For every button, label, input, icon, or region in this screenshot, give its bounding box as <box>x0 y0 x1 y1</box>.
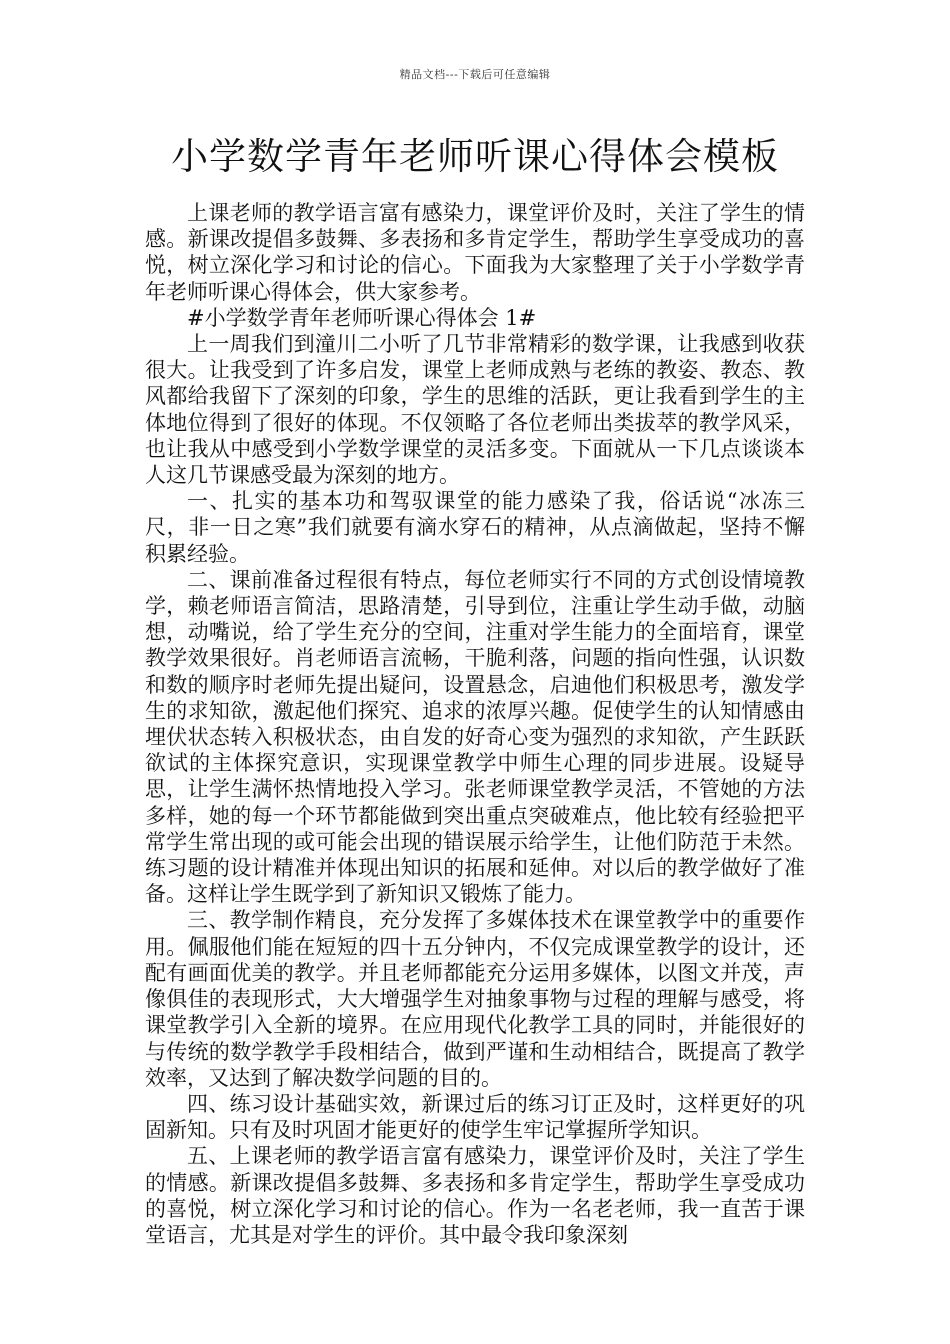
document-title: 小学数学青年老师听课心得体会模板 <box>171 135 779 178</box>
header-note: 精品文档---下载后可任意编辑 <box>399 68 551 81</box>
body-paragraph: 一、扎实的基本功和驾驭课堂的能力感染了我，俗话说“冰冻三尺，非一日之寒”我们就要有滴水穿石的精神，从点滴做起，坚持不懈积累经验。 <box>145 489 805 566</box>
body-paragraph: 上一周我们到潼川二小听了几节非常精彩的数学课，让我感到收获很大。让我受到了许多启发，课堂上老师成熟与老练的教姿、教态、教风都给我留下了深刻的印象，学生的思维的活跃，更让我看到学生的主体地位得到了很好的体现。不仅领略了各位老师出类拔萃的教学风采，也让我从中感受到小学数学课堂的灵活多变。下面就从一下几点谈谈本人这几节课感受最为深刻的地方。 <box>145 332 805 488</box>
body-paragraph: 四、练习设计基础实效，新课过后的练习订正及时，这样更好的巩固新知。只有及时巩固才能更好的使学生牢记掌握所学知识。 <box>145 1091 805 1143</box>
document-body <box>145 200 805 1248</box>
body-paragraph: 二、课前准备过程很有特点，每位老师实行不同的方式创设情境教学，赖老师语言简洁，思路清楚，引导到位，注重让学生动手做，动脑想，动嘴说，给了学生充分的空间，注重对学生能力的全面培育，课堂教学效果很好。肖老师语言流畅，干脆利落，问题的指向性强，认识数和数的顺序时老师先提出疑问，设置悬念，启迪他们积极思考，激发学生的求知欲，激起他们探究、追求的浓厚兴趣。促使学生的认知情感由埋伏状态转入积极状态，由自发的好奇心变为强烈的求知欲，产生跃跃欲试的主体探究意识，实现课堂教学中师生心理的同步进展。设疑导思，让学生满怀热情地投入学习。张老师课堂教学灵活，不管她的方法多样，她的每一个环节都能做到突出重点突破难点，他比较有经验把平常学生常出现的或可能会出现的错误展示给学生，让他们防范于未然。练习题的设计精准并体现出知识的拓展和延伸。对以后的教学做好了准备。这样让学生既学到了新知识又锻炼了能力。 <box>145 567 805 907</box>
body-paragraph: 三、教学制作精良，充分发挥了多媒体技术在课堂教学中的重要作用。佩服他们能在短短的四十五分钟内，不仅完成课堂教学的设计，还配有画面优美的教学。并且老师都能充分运用多媒体，以图文并茂，声像俱佳的表现形式，大大增强学生对抽象事物与过程的理解与感受，将课堂教学引入全新的境界。在应用现代化教学工具的同时，并能很好的与传统的数学教学手段相结合，做到严谨和生动相结合，既提高了教学效率，又达到了解决数学问题的目的。 <box>145 908 805 1090</box>
intro-paragraph: 上课老师的教学语言富有感染力，课堂评价及时，关注了学生的情感。新课改提倡多鼓舞、多表扬和多肯定学生，帮助学生享受成功的喜悦，树立深化学习和讨论的信心。下面我为大家整理了关于小学数学青年老师听课心得体会，供大家参考。 <box>145 201 805 304</box>
body-paragraph: 五、上课老师的教学语言富有感染力，课堂评价及时，关注了学生的情感。新课改提倡多鼓舞、多表扬和多肯定学生，帮助学生享受成功的喜悦，树立深化学习和讨论的信心。作为一名老老师，我一直苦于课堂语言，尤其是对学生的评价。其中最令我印象深刻 <box>145 1144 805 1247</box>
section-heading: #小学数学青年老师听课心得体会 1# <box>187 305 537 330</box>
